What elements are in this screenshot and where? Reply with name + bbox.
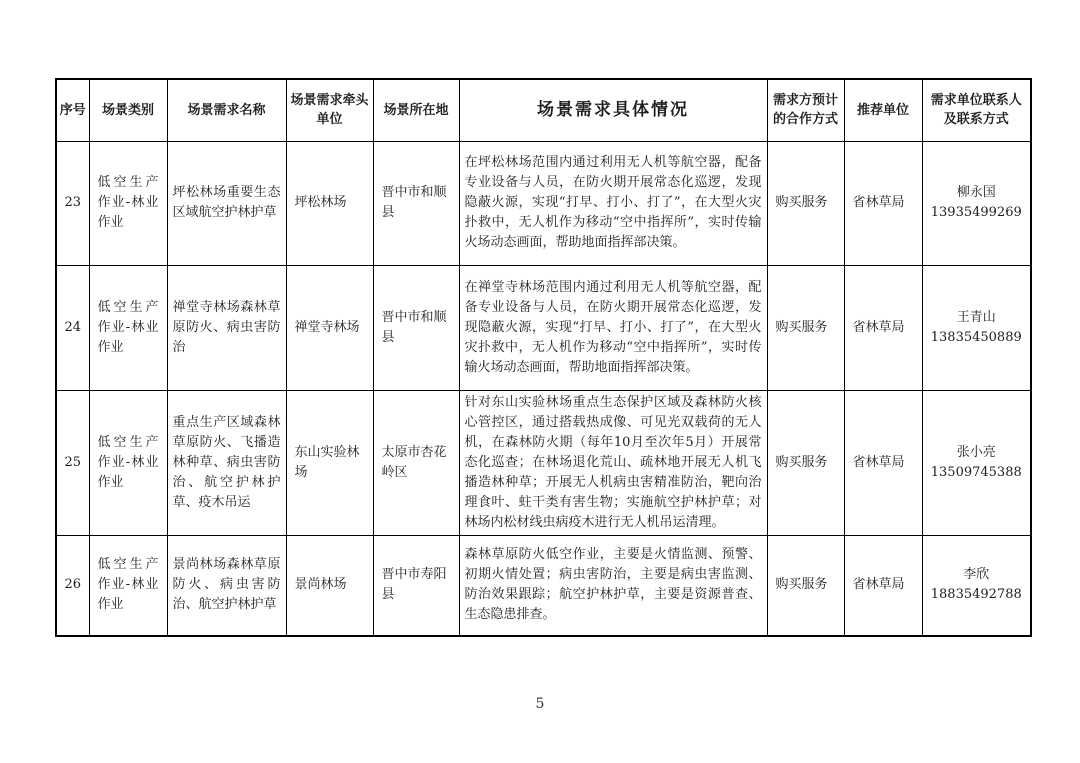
cell-demand-name: 景尚林场森林草原防火、病虫害防治、航空护林护草 xyxy=(167,535,286,636)
header-cooperation: 需求方预计的合作方式 xyxy=(767,79,844,141)
cell-recommender: 省林草局 xyxy=(844,141,922,265)
contact-name: 李欣 xyxy=(963,567,990,583)
header-contact: 需求单位联系人及联系方式 xyxy=(922,79,1031,141)
cell-location: 晋中市和顺县 xyxy=(373,265,459,390)
table-row xyxy=(56,265,1031,390)
cell-category: 低空生产作业-林业作业 xyxy=(89,535,167,636)
cell-seq: 25 xyxy=(56,390,89,535)
cell-contact xyxy=(922,390,1031,535)
contact-name: 柳永国 xyxy=(956,185,996,200)
contact-phone: 18835492788 xyxy=(930,587,1022,603)
table-row xyxy=(56,535,1031,636)
contact-name: 张小亮 xyxy=(956,444,996,460)
page-number: 5 xyxy=(535,696,545,712)
scenario-demand-table xyxy=(55,78,1032,637)
header-seq: 序号 xyxy=(56,79,89,141)
cell-category: 低空生产作业-林业作业 xyxy=(89,390,167,535)
table-row xyxy=(56,390,1031,535)
cell-cooperation: 购买服务 xyxy=(767,390,844,535)
contact-phone: 13509745388 xyxy=(930,464,1022,480)
cell-category: 低空生产作业-林业作业 xyxy=(89,265,167,390)
cell-recommender: 省林草局 xyxy=(844,390,922,535)
cell-cooperation: 购买服务 xyxy=(767,535,844,636)
contact-phone: 13935499269 xyxy=(930,205,1022,220)
table-body xyxy=(56,141,1031,636)
table-header xyxy=(56,79,1031,141)
cell-contact xyxy=(922,141,1031,265)
cell-location: 太原市杏花岭区 xyxy=(373,390,459,535)
cell-details: 森林草原防火低空作业，主要是火情监测、预警、初期火情处置；病虫害防治，主要是病虫害监测、防治效果跟踪；航空护林护草，主要是资源普查、生态隐患排查。 xyxy=(459,535,767,636)
header-location: 场景所在地 xyxy=(373,79,459,141)
cell-location: 晋中市和顺县 xyxy=(373,141,459,265)
header-demand-name: 场景需求名称 xyxy=(167,79,286,141)
cell-details: 在禅堂寺林场范围内通过利用无人机等航空器，配备专业设备与人员，在防火期开展常态化巡逻，发现隐蔽火源，实现“打早、打小、打了”，在大型火灾扑救中，无人机作为移动“空中指挥所”，实时传输火场动态画面，帮助地面指挥部决策。 xyxy=(459,265,767,390)
cell-details: 在坪松林场范围内通过利用无人机等航空器，配备专业设备与人员，在防火期开展常态化巡逻，发现隐蔽火源，实现“打早、打小、打了”，在大型火灾扑救中，无人机作为移动“空中指挥所”，实时传输火场动态画面，帮助地面指挥部决策。 xyxy=(459,141,767,265)
cell-cooperation: 购买服务 xyxy=(767,265,844,390)
cell-contact xyxy=(922,535,1031,636)
cell-category: 低空生产作业-林业作业 xyxy=(89,141,167,265)
table-row xyxy=(56,141,1031,265)
cell-demand-name: 重点生产区域森林草原防火、飞播造林种草、病虫害防治、航空护林护草、疫木吊运 xyxy=(167,390,286,535)
cell-lead-unit: 坪松林场 xyxy=(286,141,373,265)
header-category: 场景类别 xyxy=(89,79,167,141)
header-details: 场景需求具体情况 xyxy=(459,79,767,141)
cell-lead-unit: 禅堂寺林场 xyxy=(286,265,373,390)
cell-seq: 24 xyxy=(56,265,89,390)
cell-lead-unit: 东山实验林场 xyxy=(286,390,373,535)
header-row xyxy=(56,79,1031,141)
contact-name: 王青山 xyxy=(956,309,996,325)
header-recommender: 推荐单位 xyxy=(844,79,922,141)
cell-cooperation: 购买服务 xyxy=(767,141,844,265)
cell-lead-unit: 景尚林场 xyxy=(286,535,373,636)
contact-phone: 13835450889 xyxy=(930,329,1022,345)
cell-demand-name: 禅堂寺林场森林草原防火、病虫害防治 xyxy=(167,265,286,390)
cell-recommender: 省林草局 xyxy=(844,535,922,636)
cell-location: 晋中市寿阳县 xyxy=(373,535,459,636)
cell-demand-name: 坪松林场重要生态区域航空护林护草 xyxy=(167,141,286,265)
cell-contact xyxy=(922,265,1031,390)
cell-seq: 23 xyxy=(56,141,89,265)
cell-seq: 26 xyxy=(56,535,89,636)
cell-recommender: 省林草局 xyxy=(844,265,922,390)
header-lead-unit: 场景需求牵头单位 xyxy=(286,79,373,141)
cell-details: 针对东山实验林场重点生态保护区域及森林防火核心管控区，通过搭载热成像、可见光双载荷的无人机，在森林防火期（每年10月至次年5月）开展常态化巡查；在林场退化荒山、疏林地开展无人机飞播造林种草；开展无人机病虫害精准防治，靶向治理食叶、蛀干类有害生物；实施航空护林护草；对林场内松材线虫病疫木进行无人机吊运清理。 xyxy=(459,390,767,535)
